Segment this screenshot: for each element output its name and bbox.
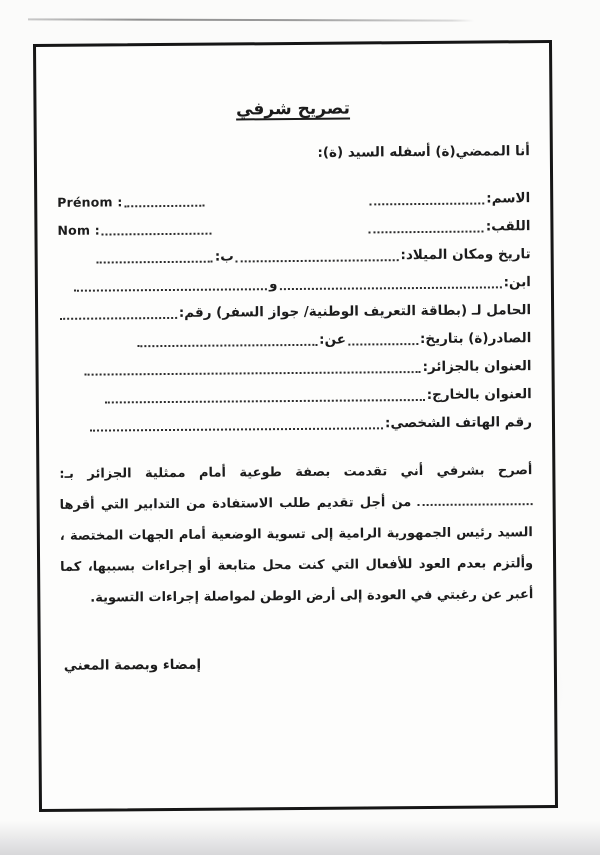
field-row-address-abroad <box>59 375 532 407</box>
document-border-frame <box>33 40 558 812</box>
field-row-address-algeria <box>58 347 531 379</box>
nom-dotted-fill <box>102 233 212 236</box>
phone-dotted-fill <box>90 427 383 431</box>
id-holder-label: الحامل لـ (بطاقة التعريف الوطنية/ جواز السفر) رقم: <box>178 302 532 321</box>
intro-line: أنا الممضي(ة) أسفله السيد (ة): <box>317 143 530 161</box>
scan-artifact-line <box>28 18 474 21</box>
consulate-dotted-fill <box>418 493 533 506</box>
declaration-paragraph <box>59 455 533 614</box>
name-dotted-fill <box>369 203 484 206</box>
and-label: و <box>269 276 278 293</box>
name-label-ar: الاسم: <box>486 190 531 207</box>
issue-authority-dotted-fill <box>137 344 317 347</box>
nom-group-fr <box>57 222 214 239</box>
field-row-surname <box>57 207 530 239</box>
address-algeria-dotted-fill <box>85 371 421 376</box>
address-abroad-dotted-fill <box>105 399 425 404</box>
declaration-part-1: أصرح بشرفي أني تقدمت بصفة طوعية أمام ممثلية الجزائر بـ: <box>59 463 533 482</box>
field-row-parents <box>58 263 531 295</box>
field-row-birth <box>58 235 531 267</box>
signature-label: إمضاء وبصمة المعني <box>63 656 202 674</box>
id-number-dotted-fill <box>60 317 177 320</box>
issued-on-label: الصادر(ة) بتاريخ: <box>419 330 532 348</box>
issue-date-dotted-fill <box>348 343 418 346</box>
birth-place-dotted-fill <box>97 261 213 264</box>
address-algeria-label: العنوان بالجزائر: <box>422 358 532 376</box>
mother-dotted-fill <box>74 288 267 292</box>
surname-dotted-fill <box>369 231 484 234</box>
prenom-dotted-fill <box>125 205 205 208</box>
document-content <box>36 43 555 809</box>
father-dotted-fill <box>280 286 502 290</box>
bottom-scan-shadow <box>0 821 600 855</box>
document-title: تصريح شرفي <box>235 98 351 120</box>
birth-at-label: ب: <box>214 248 234 265</box>
prenom-label-fr: Prénom : <box>57 194 123 210</box>
nom-label-fr: Nom : <box>57 222 100 238</box>
field-row-issuance <box>58 319 531 351</box>
son-of-label: ابن: <box>503 274 531 291</box>
birth-label: تاريخ ومكان الميلاد: <box>400 246 531 264</box>
personal-phone-label: رقم الهاتف الشخصي: <box>384 414 533 432</box>
prenom-group-fr <box>57 194 206 211</box>
address-abroad-label: العنوان بالخارج: <box>426 386 532 403</box>
birth-date-dotted-fill <box>236 259 399 262</box>
field-row-phone <box>59 403 532 435</box>
form-fields <box>57 179 532 435</box>
declaration-part-2: من أجل تقديم طلب الاستفادة من التدابير التي أقرها السيد رئيس الجمهورية الرامية إلى تسوية الوضعية أمام الجهات المختصة ، وألتزم بعدم العود للأفعال التي كنت محل متابعة أو إجراءات بسببها، كما أعبر عن رغبتي في العودة إلى أرض الوطن لمواصلة إجراءات التسوية. <box>59 495 534 606</box>
field-row-name <box>57 179 530 211</box>
issued-by-label: عن: <box>319 331 346 348</box>
field-row-id-document <box>58 291 531 323</box>
surname-label-ar: اللقب: <box>485 218 531 235</box>
